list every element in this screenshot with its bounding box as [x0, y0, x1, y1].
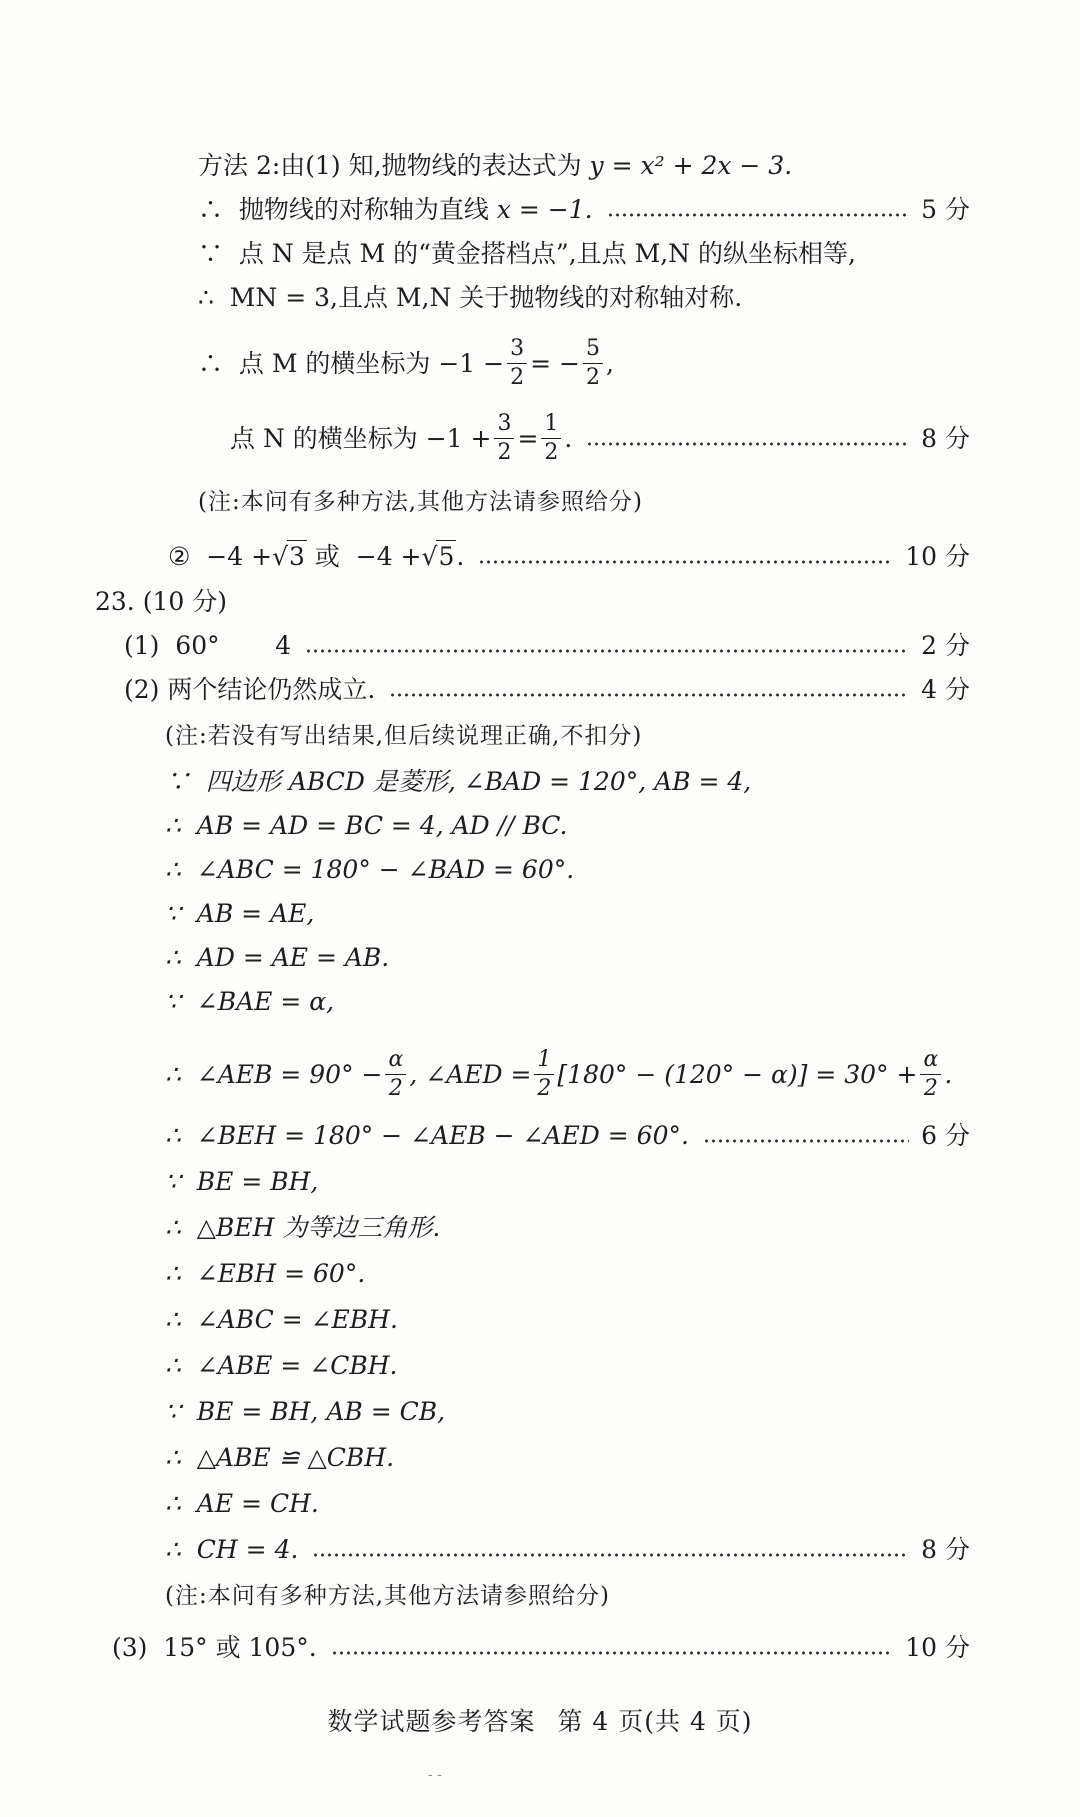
equals-text: = − [530, 348, 580, 378]
score-mark: 10 分 [905, 1633, 970, 1662]
dot-leader [607, 213, 910, 217]
punct: . [456, 541, 465, 571]
fraction [507, 335, 527, 392]
fraction [541, 410, 561, 467]
parabola-equation: y = x² + 2x − 3. [589, 151, 793, 180]
proof-line-6 [0, 986, 1080, 1018]
fraction [385, 1046, 406, 1103]
denominator: 2 [497, 440, 512, 465]
proof-text: ∴ AD = AE = AB. [165, 943, 390, 972]
because-n-line [0, 238, 1080, 270]
proof-line-13 [0, 1350, 1080, 1382]
because-n-text: ∵ 点 N 是点 M 的“黄金搭档点”,且点 M,N 的纵坐标相等, [198, 239, 856, 268]
score-mark: 8 分 [921, 1535, 970, 1564]
punct: . [564, 423, 573, 453]
proof-line-5 [0, 942, 1080, 974]
score-mark: 6 分 [921, 1121, 970, 1150]
proof-text: ∴ △ABE ≌ △CBH. [165, 1443, 395, 1472]
proof-text: ∴ CH = 4. [165, 1535, 299, 1564]
proof-text: ∴ ∠BEH = 180° − ∠AEB − ∠AED = 60°. [165, 1121, 689, 1150]
radical-sign: √ [272, 542, 288, 571]
punct: . [944, 1059, 953, 1089]
answer2-text: ② −4 + [168, 541, 273, 571]
page-number: 第 4 页(共 4 页) [557, 1707, 753, 1736]
fraction [583, 335, 603, 392]
dot-leader [586, 442, 909, 446]
n-abscissa-line [0, 410, 1080, 467]
proof-text: ∴ ∠ABC = 180° − ∠BAD = 60°. [165, 855, 575, 884]
m-abscissa-line [0, 335, 1080, 392]
q23-part1 [0, 630, 1080, 662]
axis-equation: x = −1. [496, 195, 593, 224]
part2-note [0, 720, 1080, 752]
dot-leader [478, 560, 893, 564]
score-mark: 10 分 [905, 541, 970, 571]
square-root [422, 540, 457, 573]
n-abscissa-text: 点 N 的横坐标为 −1 + [230, 423, 492, 453]
denominator: 2 [537, 1076, 552, 1101]
proof-text: ∵ BE = BH, [165, 1167, 319, 1196]
proof-text: ∴ ∠ABC = ∠EBH. [165, 1305, 398, 1334]
axis-text: ∴ 抛物线的对称轴为直线 [198, 195, 497, 224]
m-abscissa-text: ∴ 点 M 的横坐标为 −1 − [198, 348, 505, 378]
q23-part2 [0, 674, 1080, 706]
page-footer [0, 1702, 1080, 1738]
note-text: (注:若没有写出结果,但后续说理正确,不扣分) [165, 723, 643, 749]
proof-text: ∴ ∠AEB = 90° − [165, 1059, 383, 1089]
footer-title: 数学试题参考答案 [327, 1707, 536, 1736]
proof-text: ∵ AB = AE, [165, 899, 315, 928]
denominator: 2 [585, 365, 600, 390]
denominator: 2 [510, 365, 525, 390]
or-text: 或 −4 + [306, 541, 422, 571]
method2-intro-line [0, 150, 1080, 182]
mn-text: ∴ MN = 3,且点 M,N 关于抛物线的对称轴对称. [198, 283, 743, 312]
denominator: 2 [923, 1076, 938, 1101]
denominator: 2 [388, 1076, 403, 1101]
numerator: 3 [507, 335, 527, 364]
proof-line-15 [0, 1442, 1080, 1474]
part1-answer: (1) 60° 4 [124, 631, 292, 660]
part3-answer: (3) 15° 或 105°. [112, 1633, 317, 1662]
fraction [920, 1046, 941, 1103]
numerator: 1 [541, 410, 561, 439]
faint-mark: - - [428, 1767, 442, 1783]
dot-leader [331, 1651, 894, 1655]
proof-text: ∴ ∠EBH = 60°. [165, 1259, 366, 1288]
denominator: 2 [544, 440, 559, 465]
numerator: 5 [583, 335, 603, 364]
proof-line-16 [0, 1488, 1080, 1520]
punct: , [605, 348, 614, 378]
proof-line-3 [0, 854, 1080, 886]
score-mark: 8 分 [921, 423, 970, 453]
radicand: 3 [289, 542, 305, 571]
proof-line-2 [0, 810, 1080, 842]
proof-text: ∴ ∠ABE = ∠CBH. [165, 1351, 398, 1380]
note-text: (注:本问有多种方法,其他方法请参照给分) [165, 1583, 611, 1609]
score-mark: 2 分 [921, 631, 970, 660]
proof-line-9 [0, 1166, 1080, 1198]
proof-text: , ∠AED = [409, 1059, 532, 1089]
part2-note-2 [0, 1580, 1080, 1612]
method2-intro: 方法 2:由(1) 知,抛物线的表达式为 [198, 151, 590, 180]
mn-line [0, 282, 1080, 314]
dot-leader [312, 1553, 909, 1557]
proof-line-10 [0, 1212, 1080, 1244]
dot-leader [703, 1139, 909, 1143]
fraction [494, 410, 514, 467]
equals-text: = [517, 423, 539, 453]
proof-line-12 [0, 1304, 1080, 1336]
dot-leader [389, 693, 909, 697]
numerator: α [385, 1046, 406, 1075]
proof-line-1 [0, 766, 1080, 798]
proof-text: ∴ AB = AD = BC = 4, AD // BC. [165, 811, 568, 840]
q23-title: 23. (10 分) [95, 587, 227, 616]
proof-line-17 [0, 1534, 1080, 1566]
proof-line-4 [0, 898, 1080, 930]
proof-text: ∴ AE = CH. [165, 1489, 319, 1518]
radical-sign: √ [421, 542, 438, 571]
proof-line-14 [0, 1396, 1080, 1428]
proof-line-11 [0, 1258, 1080, 1290]
method2-note [0, 486, 1080, 518]
numerator: 1 [534, 1046, 554, 1075]
numerator: α [920, 1046, 941, 1075]
proof-text: ∵ ∠BAE = α, [165, 987, 335, 1016]
score-mark: 4 分 [921, 675, 970, 704]
score-mark: 5 分 [921, 195, 970, 224]
part2-answer: (2) 两个结论仍然成立. [124, 675, 376, 704]
proof-text: ∴ △BEH 为等边三角形. [165, 1213, 441, 1242]
note-text: (注:本问有多种方法,其他方法请参照给分) [198, 489, 644, 515]
numerator: 3 [494, 410, 514, 439]
proof-text: ∵ BE = BH, AB = CB, [165, 1397, 446, 1426]
axis-line [0, 194, 1080, 226]
radicand: 5 [438, 542, 455, 571]
q23-header [0, 586, 1080, 618]
dot-leader [305, 649, 909, 653]
proof-text: ∵ 四边形 ABCD 是菱形, ∠BAD = 120°, AB = 4, [165, 767, 752, 796]
square-root [272, 540, 307, 573]
proof-text: [180° − (120° − α)] = 30° + [557, 1059, 918, 1089]
fraction [534, 1046, 554, 1103]
q23-part3 [0, 1632, 1080, 1664]
proof-line-8 [0, 1120, 1080, 1152]
answer2-line [0, 540, 1080, 573]
proof-line-7 [0, 1046, 1080, 1103]
